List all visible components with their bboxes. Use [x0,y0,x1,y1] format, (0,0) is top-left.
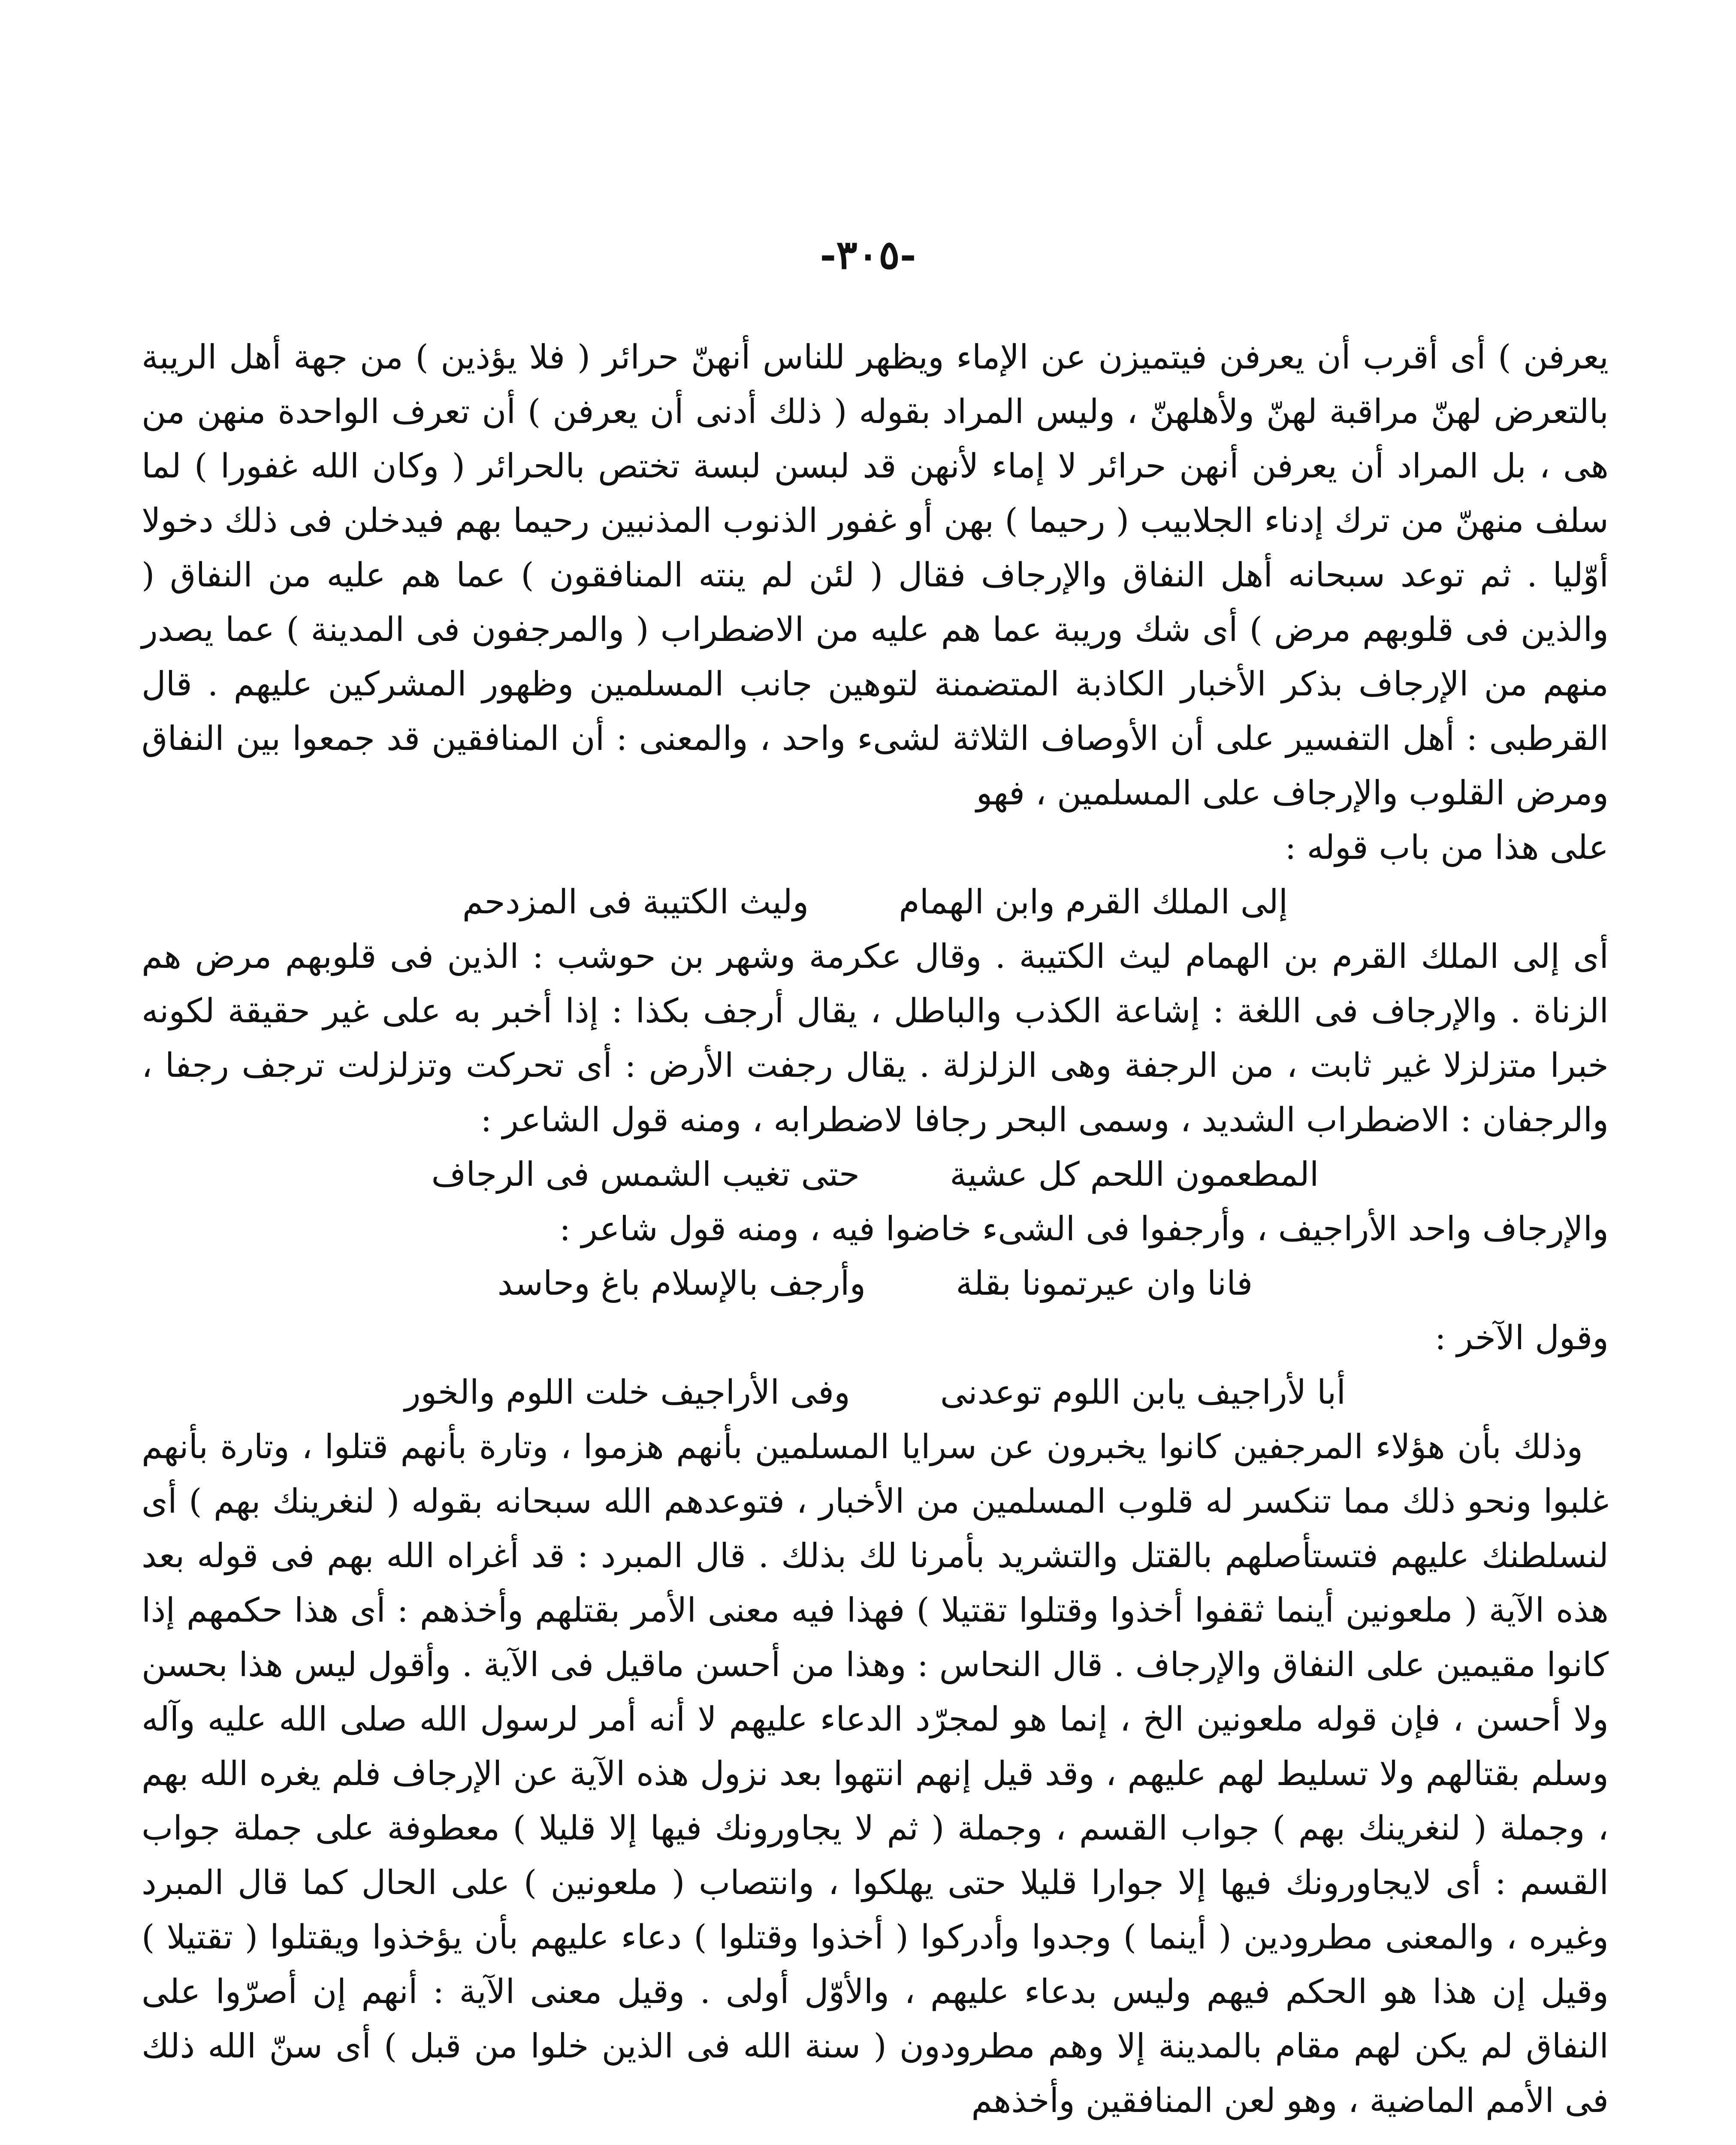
verse-4-second-hemistich: وفى الأراجيف خلت اللوم والخور [404,1373,850,1412]
page-number: -٣٠٥- [820,232,916,278]
verse-3-first-hemistich: فانا وان عيرتمونا بقلة [956,1264,1253,1303]
verse-1-first-hemistich: إلى الملك القرم وابن الهمام [899,883,1288,921]
paragraph-3: والإرجاف واحد الأراجيف ، وأرجفوا فى الشىء خاضوا فيه ، ومنه قول شاعر : [559,1210,1609,1248]
verse-3-second-hemistich: وأرجف بالإسلام باغ وحاسد [497,1264,866,1303]
verse-2-second-hemistich: حتى تغيب الشمس فى الرجاف [431,1155,860,1194]
verse-intro-2: وقول الآخر : [1434,1319,1609,1357]
verse-3 [142,1257,1609,1311]
body-text [142,330,1609,2128]
verse-1-second-hemistich: وليث الكتيبة فى المزدحم [462,883,809,921]
verse-4 [142,1366,1609,1420]
verse-4-first-hemistich: أبا لأراجيف يابن اللوم توعدنى [940,1373,1346,1412]
paragraph-2: أى إلى الملك القرم بن الهمام ليث الكتيبة . وقال عكرمة وشهر بن حوشب : الذين فى قلوبهم مرض هم الزناة . والإرجاف فى اللغة : إشاعة الكذب والباطل ، يقال أرجف بكذا : إذا أخبر به على غير حقيقة لكونه خبرا متزلزلا غير ثابت ، من الرجفة وهى الزلزلة . يقال رجفت الأرض : أى تحركت وتزلزلت ترجف رجفا ، والرجفان : الاضطراب الشديد ، وسمى البحر رجافا لاضطرابه ، ومنه قول الشاعر : [142,937,1609,1139]
paragraph-1: يعرفن ) أى أقرب أن يعرفن فيتميزن عن الإماء ويظهر للناس أنهنّ حرائر ( فلا يؤذين ) من جهة أهل الريبة بالتعرض لهنّ مراقبة لهنّ ولأهلهنّ ، وليس المراد بقوله ( ذلك أدنى أن يعرفن ) أن تعرف الواحدة منهن من هى ، بل المراد أن يعرفن أنهن حرائر لا إماء لأنهن قد لبسن لبسة تختص بالحرائر ( وكان الله غفورا ) لما سلف منهنّ من ترك إدناء الجلابيب ( رحيما ) بهن أو غفور الذنوب المذنبين رحيما بهم فيدخلن فى ذلك دخولا أوّليا . ثم توعد سبحانه أهل النفاق والإرجاف فقال ( لئن لم ينته المنافقون ) عما هم عليه من النفاق ( والذين فى قلوبهم مرض ) أى شك وريبة عما هم عليه من الاضطراب ( والمرجفون فى المدينة ) عما يصدر منهم من الإرجاف بذكر الأخبار الكاذبة المتضمنة لتوهين جانب المسلمين وظهور المشركين عليهم . قال القرطبى : أهل التفسير على أن الأوصاف الثلاثة لشىء واحد ، والمعنى : أن المنافقين قد جمعوا بين النفاق ومرض القلوب والإرجاف على المسلمين ، فهو [142,338,1609,813]
verse-1 [142,875,1609,930]
paragraph-4: وذلك بأن هؤلاء المرجفين كانوا يخبرون عن سرايا المسلمين بأنهم هزموا ، وتارة بأنهم قتلوا ، وتارة بأنهم غلبوا ونحو ذلك مما تنكسر له قلوب المسلمين من الأخبار ، فتوعدهم الله سبحانه بقوله ( لنغرينك بهم ) أى لنسلطنك عليهم فتستأصلهم بالقتل والتشريد بأمرنا لك بذلك . قال المبرد : قد أغراه الله بهم فى قوله بعد هذه الآية ( ملعونين أينما ثقفوا أخذوا وقتلوا تقتيلا ) فهذا فيه معنى الأمر بقتلهم وأخذهم : أى هذا حكمهم إذا كانوا مقيمين على النفاق والإرجاف . قال النحاس : وهذا من أحسن ماقيل فى الآية . وأقول ليس هذا بحسن ولا أحسن ، فإن قوله ملعونين الخ ، إنما هو لمجرّد الدعاء عليهم لا أنه أمر لرسول الله صلى الله عليه وآله وسلم بقتالهم ولا تسليط لهم عليهم ، وقد قيل إنهم انتهوا بعد نزول هذه الآية عن الإرجاف فلم يغره الله بهم ، وجملة ( لنغرينك بهم ) جواب القسم ، وجملة ( ثم لا يجاورونك فيها إلا قليلا ) معطوفة على جملة جواب القسم : أى لايجاورونك فيها إلا جوارا قليلا حتى يهلكوا ، وانتصاب ( ملعونين ) على الحال كما قال المبرد وغيره ، والمعنى مطرودين ( أينما ) وجدوا وأدركوا ( أخذوا وقتلوا ) دعاء عليهم بأن يؤخذوا ويقتلوا ( تقتيلا ) وقيل إن هذا هو الحكم فيهم وليس بدعاء عليهم ، والأوّل أولى . وقيل معنى الآية : أنهم إن أصرّوا على النفاق لم يكن لهم مقام بالمدينة إلا وهم مطرودون ( سنة الله فى الذين خلوا من قبل ) أى سنّ الله ذلك فى الأمم الماضية ، وهو لعن المنافقين وأخذهم [142,1428,1609,2120]
verse-2-first-hemistich: المطعمون اللحم كل عشية [950,1155,1319,1194]
verse-intro-1: على هذا من باب قوله : [1285,828,1609,867]
verse-2 [142,1148,1609,1202]
